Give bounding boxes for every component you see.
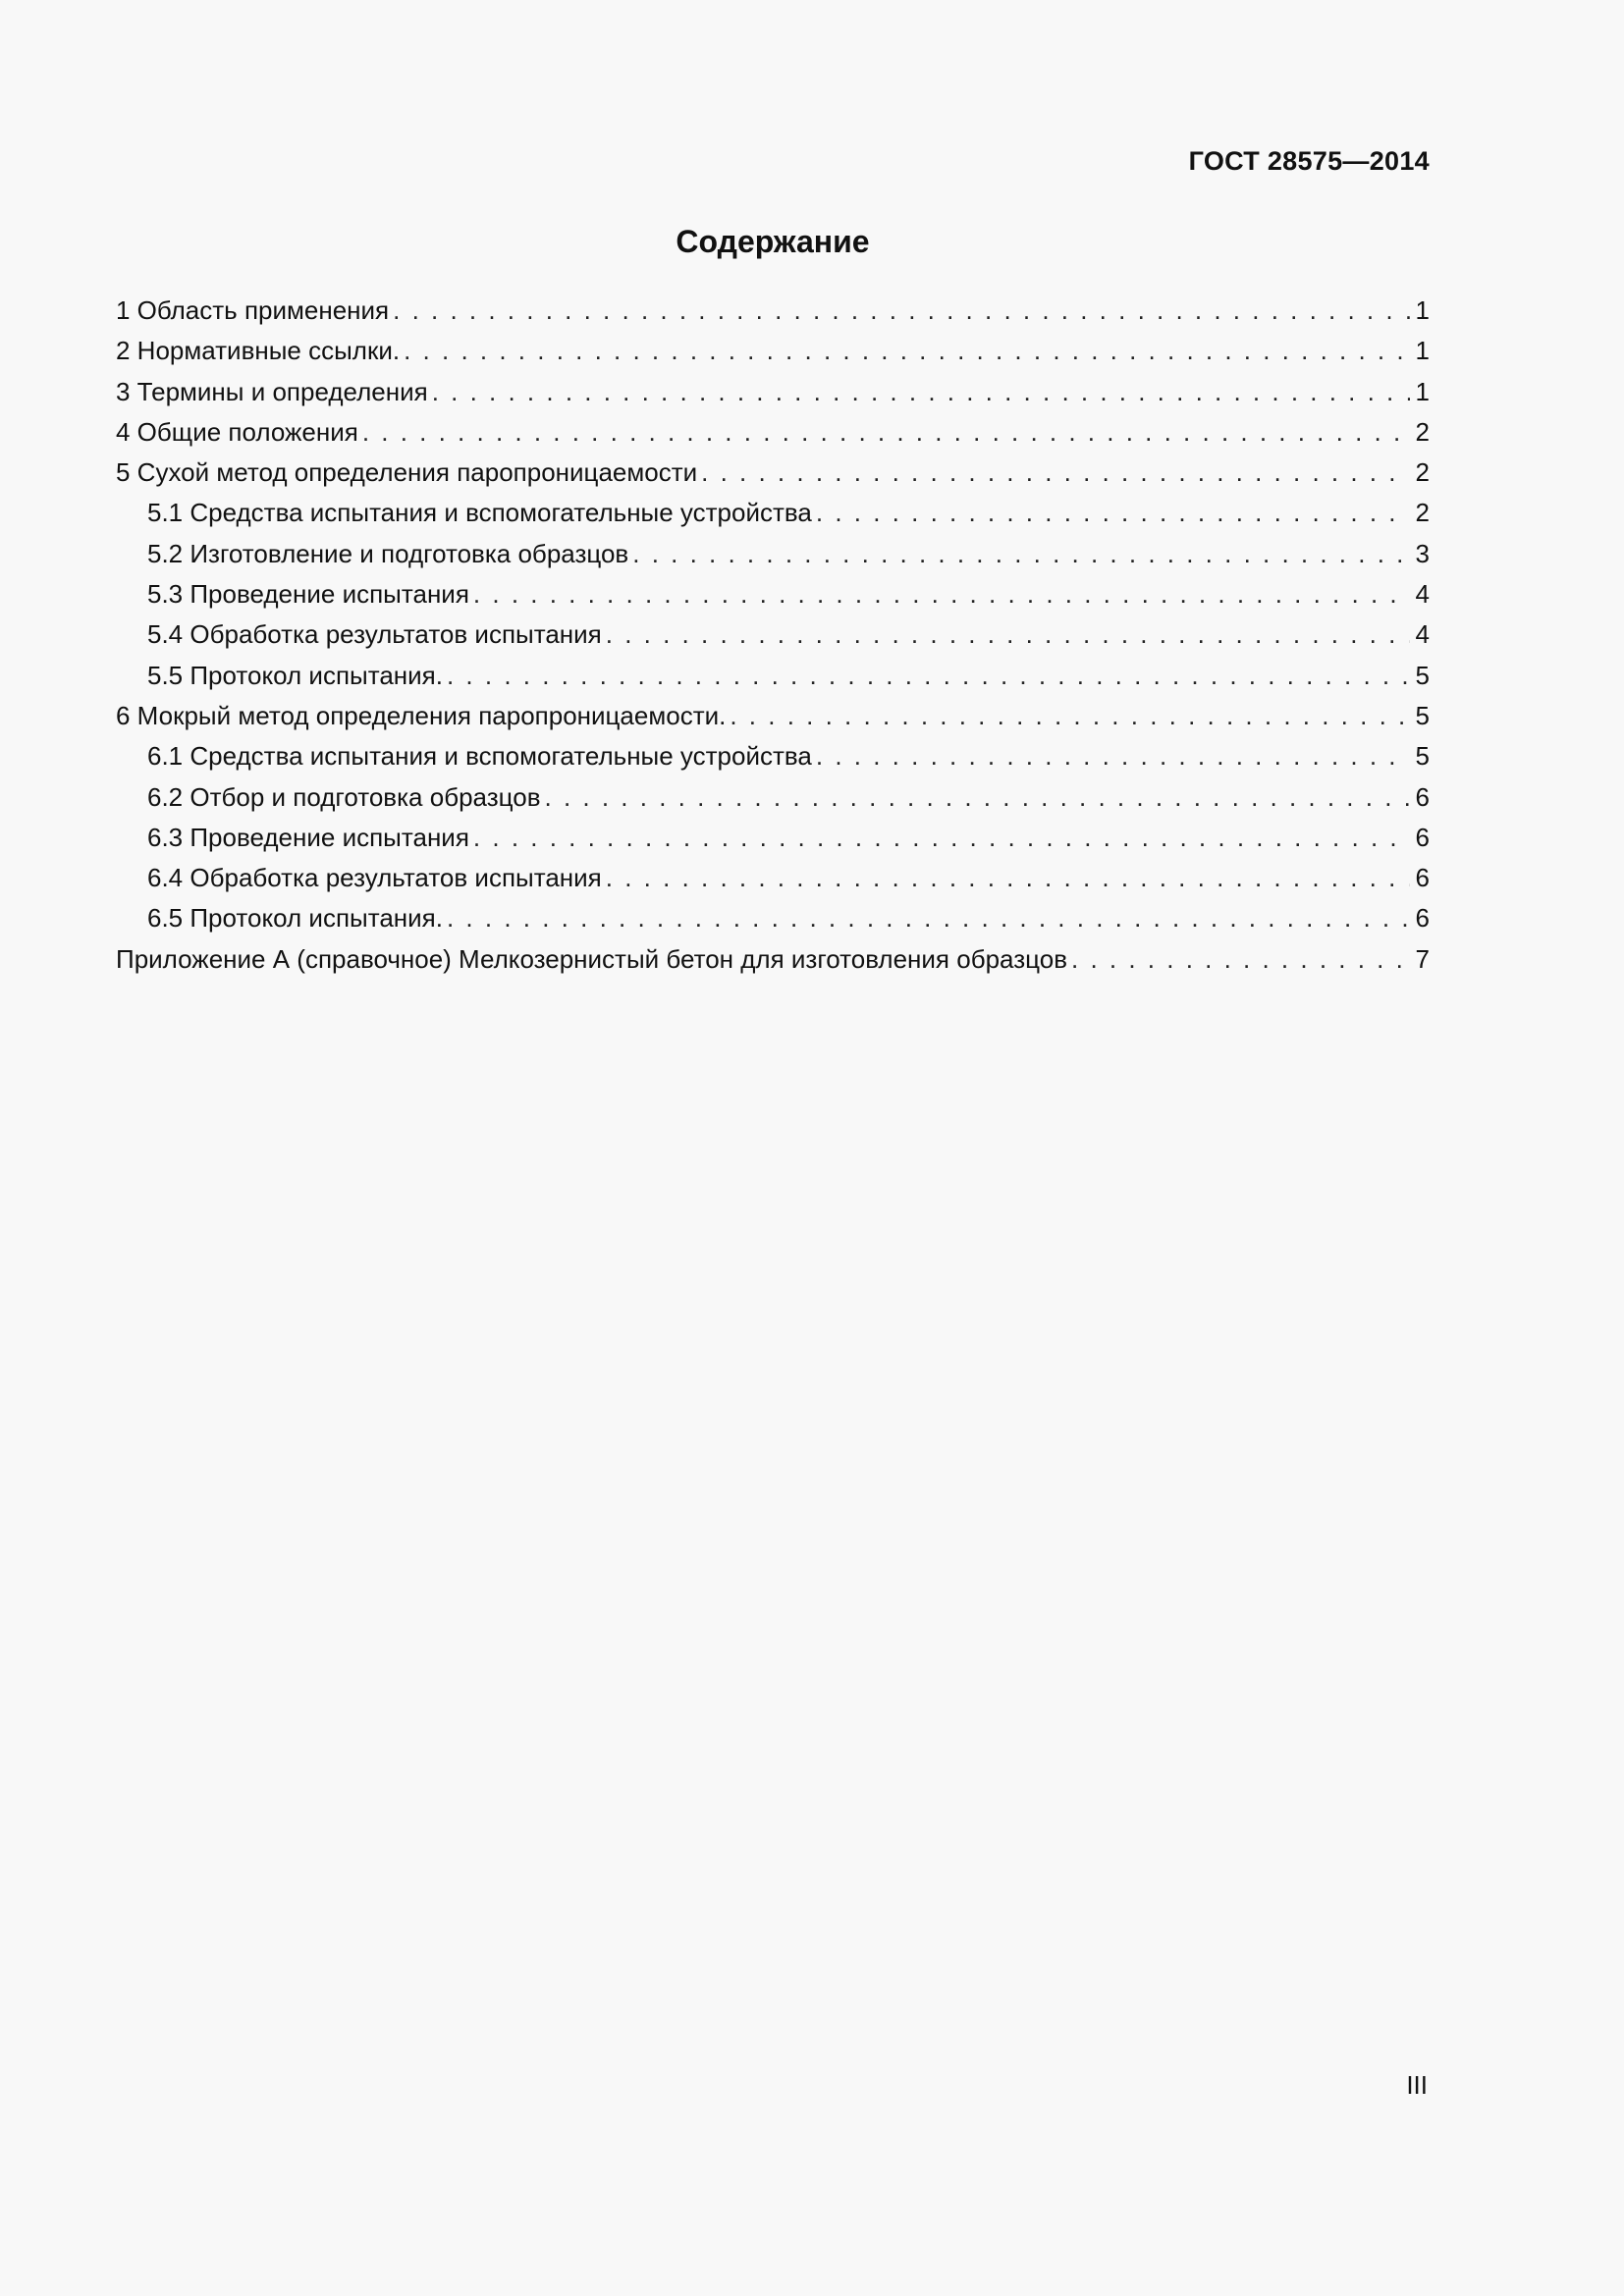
- document-code-header: ГОСТ 28575—2014: [1188, 146, 1430, 176]
- toc-dot-leader: [404, 331, 1409, 371]
- toc-title: Содержание: [676, 224, 870, 259]
- toc-entry-page: 5: [1415, 660, 1430, 690]
- toc-entry-label: 6.3 Проведение испытания: [147, 822, 469, 852]
- toc-dot-leader: [632, 534, 1409, 574]
- toc-dot-leader: [362, 412, 1410, 453]
- toc-dot-leader: [447, 656, 1410, 696]
- toc-entry-4[interactable]: [116, 412, 1430, 453]
- toc-dot-leader: [432, 372, 1410, 412]
- toc-dot-leader: [730, 696, 1409, 736]
- toc-entry-page: 5: [1415, 700, 1430, 730]
- toc-dot-leader: [816, 736, 1410, 776]
- toc-entry-6-1[interactable]: [116, 736, 1430, 776]
- toc-entry-label: 4 Общие положения: [116, 416, 358, 447]
- toc-entry-label: 6.5 Протокол испытания.: [147, 903, 443, 934]
- toc-entry-6-5[interactable]: [116, 898, 1430, 938]
- toc-entry-page: 6: [1415, 822, 1430, 852]
- toc-entry-label: 5.3 Проведение испытания: [147, 579, 469, 610]
- toc-entry-page: 7: [1415, 943, 1430, 974]
- toc-entry-label: 5.4 Обработка результатов испытания: [147, 619, 602, 650]
- toc-dot-leader: [473, 818, 1410, 858]
- toc-entry-2[interactable]: [116, 331, 1430, 371]
- toc-entry-6[interactable]: [116, 696, 1430, 736]
- toc-dot-leader: [393, 291, 1409, 331]
- toc-entry-6-2[interactable]: [116, 777, 1430, 818]
- toc-entry-label: 3 Термины и определения: [116, 376, 428, 406]
- toc-entry-3[interactable]: [116, 372, 1430, 412]
- toc-entry-6-3[interactable]: [116, 818, 1430, 858]
- toc-dot-leader: [447, 898, 1410, 938]
- toc-entry-label: 5.2 Изготовление и подготовка образцов: [147, 538, 629, 568]
- toc-entry-page: 6: [1415, 863, 1430, 893]
- toc-entry-appendix-a[interactable]: [116, 939, 1430, 980]
- toc-dot-leader: [473, 574, 1410, 614]
- page-number: III: [1406, 2070, 1428, 2100]
- toc-entry-page: 4: [1415, 619, 1430, 650]
- toc-dot-leader: [545, 777, 1410, 818]
- toc-entry-page: 5: [1415, 741, 1430, 772]
- toc-entry-5-5[interactable]: [116, 656, 1430, 696]
- toc-entry-label: 5.5 Протокол испытания.: [147, 660, 443, 690]
- toc-entry-5-2[interactable]: [116, 534, 1430, 574]
- toc-entry-page: 1: [1415, 376, 1430, 406]
- toc-entry-label: 6.2 Отбор и подготовка образцов: [147, 781, 541, 812]
- toc-entry-page: 2: [1415, 457, 1430, 488]
- toc-entry-label: 2 Нормативные ссылки.: [116, 336, 401, 366]
- toc-entry-label: 1 Область применения: [116, 295, 390, 325]
- table-of-contents: [116, 291, 1430, 980]
- toc-dot-leader: [606, 858, 1410, 898]
- toc-entry-page: 1: [1415, 295, 1430, 325]
- toc-entry-page: 2: [1415, 498, 1430, 528]
- toc-entry-page: 3: [1415, 538, 1430, 568]
- toc-entry-5-3[interactable]: [116, 574, 1430, 614]
- toc-dot-leader: [606, 614, 1410, 655]
- toc-entry-6-4[interactable]: [116, 858, 1430, 898]
- toc-dot-leader: [1071, 939, 1410, 980]
- toc-entry-page: 4: [1415, 579, 1430, 610]
- toc-entry-label: 6 Мокрый метод определения паропроницаемости.: [116, 700, 727, 730]
- toc-entry-page: 6: [1415, 781, 1430, 812]
- toc-entry-page: 2: [1415, 416, 1430, 447]
- toc-entry-label: 6.4 Обработка результатов испытания: [147, 863, 602, 893]
- toc-entry-label: 5.1 Средства испытания и вспомогательные устройства: [147, 498, 812, 528]
- toc-dot-leader: [701, 453, 1409, 493]
- toc-entry-label: Приложение А (справочное) Мелкозернистый бетон для изготовления образцов: [116, 943, 1068, 974]
- toc-entry-1[interactable]: [116, 291, 1430, 331]
- toc-entry-page: 1: [1415, 336, 1430, 366]
- toc-entry-5-4[interactable]: [116, 614, 1430, 655]
- toc-dot-leader: [816, 493, 1410, 533]
- toc-entry-5[interactable]: [116, 453, 1430, 493]
- toc-entry-label: 6.1 Средства испытания и вспомогательные устройства: [147, 741, 812, 772]
- toc-entry-label: 5 Сухой метод определения паропроницаемости: [116, 457, 698, 488]
- toc-entry-5-1[interactable]: [116, 493, 1430, 533]
- toc-entry-page: 6: [1415, 903, 1430, 934]
